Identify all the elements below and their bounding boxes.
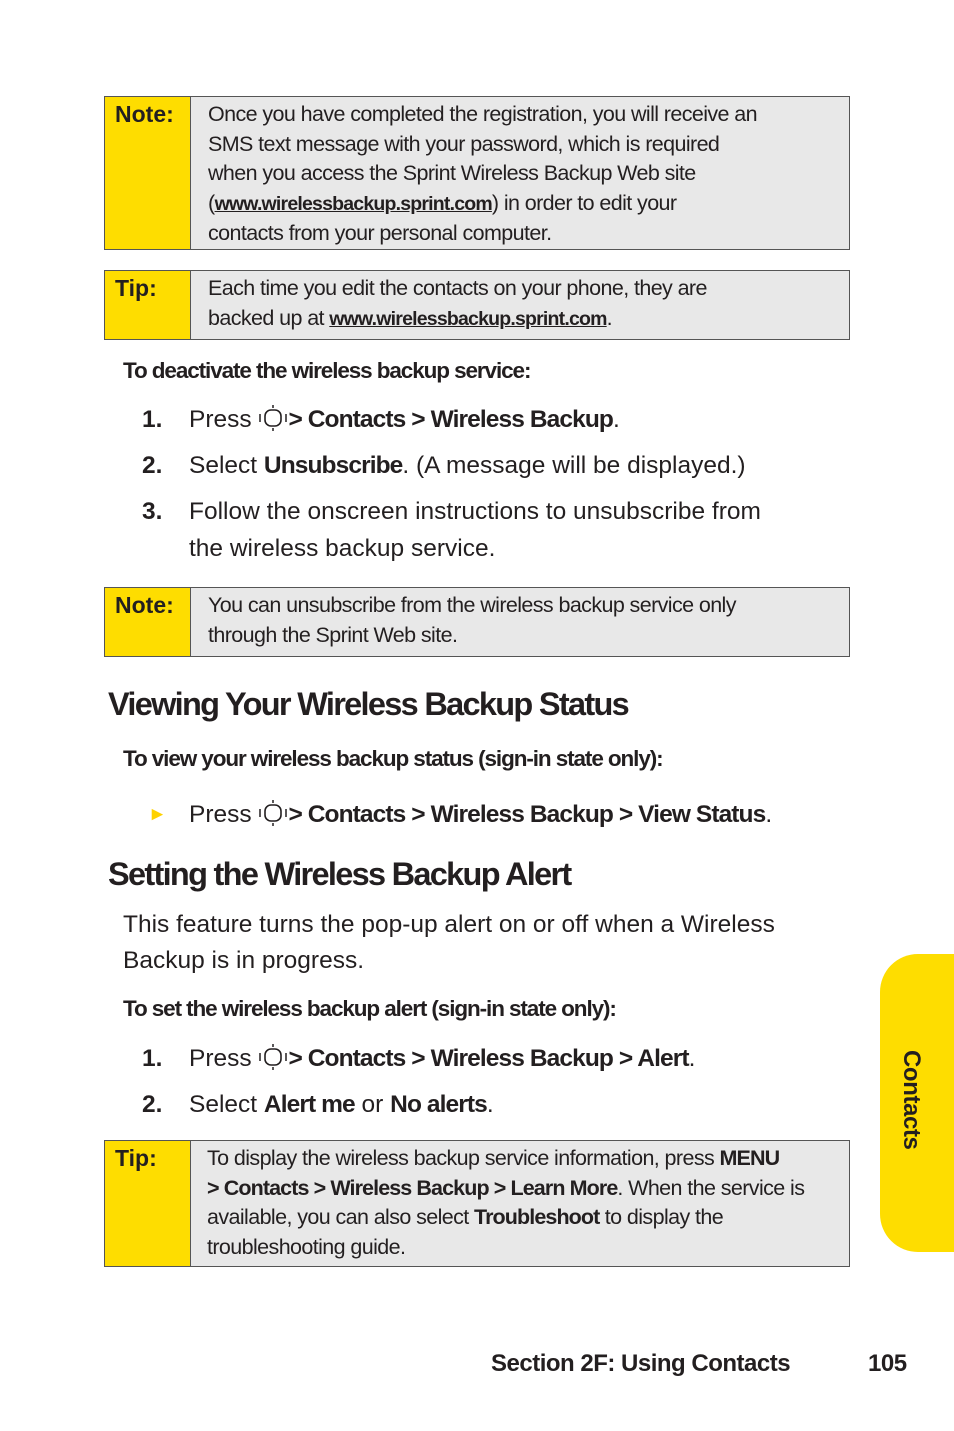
step-text [189, 447, 839, 484]
note-line: through the Sprint Web site. [208, 622, 458, 647]
para-line: Backup is in progress. [123, 946, 365, 974]
tip-line [207, 1144, 835, 1174]
tip-line [207, 1203, 835, 1233]
note-line [208, 189, 835, 220]
tip-box-learn-more [104, 1140, 850, 1267]
note-box-unsubscribe [104, 587, 850, 657]
step-line: Follow the onscreen instructions to unsubscribe from [189, 498, 761, 525]
step-word: or [354, 1091, 391, 1118]
step-word: Press [189, 801, 259, 828]
tip-line [207, 1174, 835, 1204]
menu-ok-key-icon [258, 1044, 288, 1070]
step-text [189, 1086, 839, 1123]
section-heading-alert: Setting the Wireless Backup Alert [108, 856, 571, 892]
page-number: 105 [868, 1350, 907, 1377]
option-name: Unsubscribe [263, 452, 403, 479]
tip-text: backed up at [208, 305, 330, 330]
footer-section-title: Section 2F: Using Contacts [491, 1350, 791, 1377]
procedure-heading-deactivate: To deactivate the wireless backup service: [123, 358, 531, 383]
tip-label: Tip: [105, 1141, 191, 1266]
menu-path: > Contacts > Wireless Backup > Learn More [207, 1175, 618, 1200]
menu-path: > Contacts > Wireless Backup > Alert [288, 1045, 689, 1072]
step-word: . [486, 1091, 494, 1118]
step-word: Select [189, 452, 264, 479]
tip-line: troubleshooting guide. [207, 1234, 406, 1259]
note-body [191, 97, 849, 249]
option-name: Alert me [263, 1091, 355, 1118]
alert-description [123, 907, 853, 978]
note-box-registration [104, 96, 850, 250]
step-number: 1. [142, 1045, 163, 1072]
note-line: Once you have completed the registration, you will receive an [208, 102, 757, 126]
tip-box-backup [104, 270, 850, 340]
tip-label: Tip: [105, 271, 191, 339]
section-side-tab [880, 954, 954, 1252]
step-word: . (A message will be displayed.) [402, 452, 746, 479]
step-word: Press [189, 406, 259, 433]
backup-url-link[interactable]: www.wirelessbackup.sprint.com [214, 192, 492, 215]
tip-body [191, 271, 849, 339]
menu-ok-key-icon [258, 800, 288, 826]
step-number: 2. [142, 452, 163, 479]
tip-text: available, you can also select [207, 1205, 475, 1229]
option-name: Troubleshoot [474, 1205, 600, 1229]
note-line: contacts from your personal computer. [208, 221, 552, 245]
backup-url-link[interactable]: www.wirelessbackup.sprint.com [329, 307, 607, 330]
bullet-arrow-icon: ► [148, 804, 167, 825]
tip-text: . When the service is [617, 1175, 805, 1200]
step-line: the wireless backup service. [189, 535, 496, 562]
tip-line [208, 304, 835, 335]
paren: ( [208, 190, 215, 215]
tip-body [191, 1141, 849, 1266]
step-word: . [765, 801, 773, 828]
side-tab-label: Contacts [898, 1050, 925, 1150]
section-heading-viewing: Viewing Your Wireless Backup Status [108, 686, 628, 722]
menu-key-name: MENU [719, 1146, 780, 1170]
tip-text: To display the wireless backup service information, press [207, 1146, 720, 1170]
tip-line: Each time you edit the contacts on your phone, they are [208, 276, 707, 300]
step-number: 1. [142, 406, 163, 433]
step-word: . [688, 1045, 696, 1072]
note-body [191, 588, 849, 656]
note-line: when you access the Sprint Wireless Backup Web site [208, 161, 696, 185]
note-label: Note: [105, 588, 191, 656]
note-line: You can unsubscribe from the wireless backup service only [208, 593, 736, 617]
step-word: . [612, 406, 620, 433]
menu-ok-key-icon [258, 405, 288, 431]
menu-path: > Contacts > Wireless Backup > View Status [288, 801, 766, 828]
step-word: Press [189, 1045, 259, 1072]
step-word: Select [189, 1091, 264, 1118]
step-text [189, 1040, 839, 1077]
step-number: 2. [142, 1091, 163, 1118]
procedure-heading-alert: To set the wireless backup alert (sign-in state only): [123, 996, 616, 1021]
para-line: This feature turns the pop-up alert on or off when a Wireless [123, 911, 775, 938]
option-name: No alerts [390, 1091, 487, 1118]
procedure-heading-view-status: To view your wireless backup status (sign-in state only): [123, 746, 663, 771]
tip-text: . [606, 305, 613, 330]
step-text [189, 401, 839, 438]
step-text [189, 493, 839, 567]
note-line: SMS text message with your password, which is required [208, 131, 720, 156]
note-text: ) in order to edit your [491, 190, 677, 215]
menu-path: > Contacts > Wireless Backup [288, 406, 613, 433]
step-number: 3. [142, 498, 163, 525]
step-text [189, 796, 839, 833]
note-label: Note: [105, 97, 191, 249]
tip-text: to display the [599, 1205, 724, 1229]
